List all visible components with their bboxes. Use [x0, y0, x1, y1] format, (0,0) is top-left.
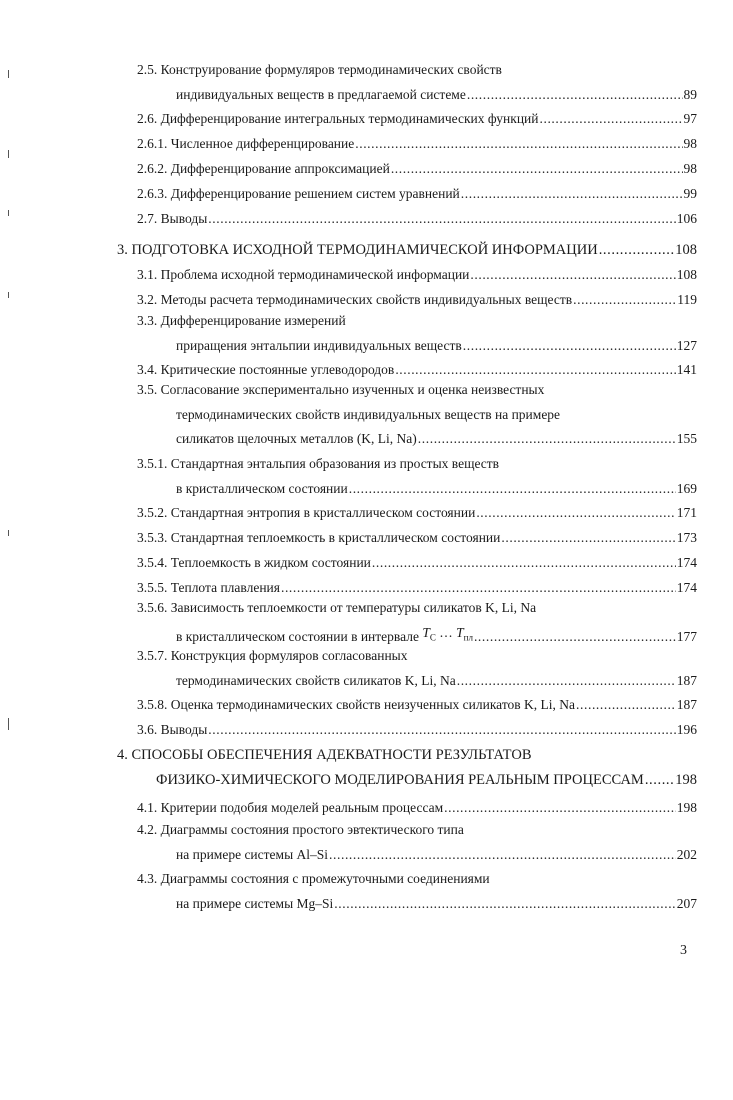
scan-mark: [8, 530, 9, 536]
toc-entry-title: ФИЗИКО-ХИМИЧЕСКОГО МОДЕЛИРОВАНИЯ РЕАЛЬНЫМ ПРОЦЕССАМ: [156, 771, 644, 788]
toc-entry-title-line: 4.3. Диаграммы состояния с промежуточными соединениями: [137, 871, 490, 886]
toc-entry-title-line: 3.5.7. Конструкция формуляров согласованных: [137, 648, 408, 663]
toc-entry-title: термодинамических свойств силикатов K, Li, Na: [176, 672, 456, 688]
toc-entry-title: 3.5.3. Стандартная теплоемкость в кристаллическом состоянии: [137, 530, 501, 545]
toc-entry-title: 2.7. Выводы: [137, 211, 208, 226]
toc-entry-title: 3.1. Проблема исходной термодинамической информации: [137, 267, 470, 282]
toc-entry-title: 3.5.2. Стандартная энтропия в кристаллическом состоянии: [137, 505, 476, 520]
toc-entry-4-3[interactable]: [137, 871, 697, 912]
toc-page-number: 174: [676, 580, 697, 595]
scan-mark: [8, 150, 9, 158]
toc-page-number: 207: [676, 895, 697, 911]
dot-leader: [418, 431, 676, 447]
toc-entry-3[interactable]: [117, 242, 697, 258]
toc-entry-title: на примере системы Mg–Si: [176, 895, 334, 911]
dot-leader: [461, 186, 683, 202]
toc-entry-title-line: 4. СПОСОБЫ ОБЕСПЕЧЕНИЯ АДЕКВАТНОСТИ РЕЗУЛЬТАТОВ: [117, 747, 532, 763]
toc-entry-2-5[interactable]: [137, 62, 697, 103]
variable-t: T: [456, 624, 464, 640]
toc-entry-title: приращения энтальпии индивидуальных веществ: [176, 337, 462, 353]
toc-page-number: 106: [676, 211, 697, 226]
toc-entry-2-7[interactable]: [137, 211, 697, 227]
dot-leader: [463, 338, 676, 354]
toc-page-number: 202: [676, 846, 697, 862]
dot-leader: [457, 673, 676, 689]
dot-leader: [329, 847, 676, 863]
toc-entry-title: 3.2. Методы расчета термодинамических свойств индивидуальных веществ: [137, 292, 573, 307]
subscript: пл: [463, 632, 473, 643]
toc-page-number: 98: [683, 161, 697, 176]
toc-entry-3-5[interactable]: [137, 382, 697, 447]
toc-entry-3-6[interactable]: [137, 722, 697, 738]
subscript: C: [429, 632, 436, 643]
toc-entry-3-5-7[interactable]: [137, 648, 697, 689]
dot-leader: [470, 267, 675, 283]
toc-entry-title: индивидуальных веществ в предлагаемой системе: [176, 86, 466, 102]
toc-entry-2-6-2[interactable]: [137, 161, 697, 177]
toc-entry-2-6[interactable]: [137, 111, 697, 127]
toc-entry-2-6-3[interactable]: [137, 186, 697, 202]
toc-page-number: 119: [677, 292, 697, 307]
toc-page-number: 99: [683, 186, 697, 201]
toc-entry-3-5-3[interactable]: [137, 530, 697, 546]
dot-leader: [208, 722, 675, 738]
toc-entry-title-line: 3.5.1. Стандартная энтальпия образования из простых веществ: [137, 456, 500, 471]
toc-entry-3-5-6[interactable]: [137, 600, 697, 645]
variable-t: T: [422, 624, 430, 640]
toc-entry-title: 3.5.5. Теплота плавления: [137, 580, 280, 595]
toc-entry-3-5-2[interactable]: [137, 505, 697, 521]
toc-page-number: 141: [676, 362, 697, 377]
dot-leader: [467, 87, 683, 103]
toc-entry-4-2[interactable]: [137, 822, 697, 863]
dot-leader: [349, 481, 676, 497]
dot-leader: [573, 292, 676, 308]
toc-page-number: 198: [675, 771, 697, 788]
scan-mark: [8, 292, 9, 298]
toc-entry-title-line: 3.5. Согласование экспериментально изученных и оценка неизвестных: [137, 382, 545, 397]
dot-leader: [645, 772, 674, 788]
toc-entry-title: на примере системы Al–Si: [176, 846, 329, 862]
toc-entry-3-5-8[interactable]: [137, 697, 697, 713]
dot-leader: [334, 896, 675, 912]
dot-leader: [208, 211, 675, 227]
toc-entry-title: 3. ПОДГОТОВКА ИСХОДНОЙ ТЕРМОДИНАМИЧЕСКОЙ ИНФОРМАЦИИ: [117, 242, 598, 258]
toc-entry-3-1[interactable]: [137, 267, 697, 283]
dot-leader: [444, 800, 676, 816]
toc-entry-3-5-1[interactable]: [137, 456, 697, 497]
temperature-range: [422, 625, 473, 646]
toc-page-number: 97: [683, 111, 697, 126]
toc-entry-title-line: 3.5.6. Зависимость теплоемкости от температуры силикатов K, Li, Na: [137, 600, 537, 615]
scan-mark: [8, 210, 9, 216]
toc-entry-title: в кристаллическом состоянии: [176, 480, 348, 496]
toc-page-number: 171: [676, 505, 697, 520]
toc-page-number: 169: [676, 480, 697, 496]
toc-entry-3-2[interactable]: [137, 292, 697, 308]
dot-leader: [395, 362, 675, 378]
toc-page-number: 196: [676, 722, 697, 737]
toc-entry-title-line: 2.5. Конструирование формуляров термодинамических свойств: [137, 62, 502, 77]
toc-page-number: 177: [676, 629, 697, 645]
scan-mark: [8, 70, 9, 78]
toc-page-number: 127: [676, 337, 697, 353]
toc-entry-title: 2.6.2. Дифференцирование аппроксимацией: [137, 161, 390, 176]
toc-entry-title: 3.5.4. Теплоемкость в жидком состоянии: [137, 555, 371, 570]
dot-leader: [372, 555, 676, 571]
toc-entry-title: силикатов щелочных металлов (K, Li, Na): [176, 431, 417, 446]
toc-page-number: 173: [676, 530, 697, 545]
toc-entry-title-line: 3.3. Дифференцирование измерений: [137, 313, 346, 328]
dot-leader: [474, 629, 676, 645]
toc-page-number: 155: [676, 431, 697, 446]
toc-entry-title: 4.1. Критерии подобия моделей реальным процессам: [137, 800, 444, 815]
dot-leader: [281, 580, 676, 596]
toc-page-number: 98: [683, 136, 697, 151]
toc-entry-title: 2.6. Дифференцирование интегральных термодинамических функций: [137, 111, 539, 126]
toc-entry-title: 3.6. Выводы: [137, 722, 208, 737]
ellipsis: …: [439, 624, 453, 640]
toc-page-number: 174: [676, 555, 697, 570]
toc-entry-3-4[interactable]: [137, 362, 697, 378]
toc-page-number: 187: [676, 697, 697, 712]
toc-entry-title: в кристаллическом состоянии в интервале: [176, 629, 419, 645]
toc-page-number: 187: [676, 672, 697, 688]
toc-entry-2-6-1[interactable]: [137, 136, 697, 152]
toc-page-number: 108: [676, 267, 697, 282]
toc-page-number: 89: [683, 86, 697, 102]
dot-leader: [391, 161, 683, 177]
dot-leader: [501, 530, 675, 546]
toc-entry-3-3[interactable]: [137, 313, 697, 354]
toc-entry-4-1[interactable]: [137, 800, 697, 816]
toc-entry-title-line: 4.2. Диаграммы состояния простого эвтектического типа: [137, 822, 464, 837]
dot-leader: [599, 242, 675, 258]
dot-leader: [476, 505, 675, 521]
dot-leader: [540, 111, 683, 127]
toc-entry-3-5-5[interactable]: [137, 580, 697, 596]
toc-entry-4[interactable]: [117, 747, 697, 788]
page-number: 3: [680, 943, 687, 958]
toc-entry-title-line: термодинамических свойств индивидуальных веществ на примере: [176, 406, 561, 422]
scan-mark: [8, 718, 9, 730]
toc-page-number: 108: [675, 242, 697, 258]
dot-leader: [576, 697, 676, 713]
toc-page-number: 198: [676, 800, 697, 815]
dot-leader: [355, 136, 682, 152]
toc-entry-title: 3.4. Критические постоянные углеводородов: [137, 362, 395, 377]
toc-entry-title: 2.6.3. Дифференцирование решением систем уравнений: [137, 186, 460, 201]
toc-entry-title: 2.6.1. Численное дифференцирование: [137, 136, 355, 151]
toc-entry-3-5-4[interactable]: [137, 555, 697, 571]
toc-entry-title: 3.5.8. Оценка термодинамических свойств неизученных силикатов K, Li, Na: [137, 697, 576, 712]
